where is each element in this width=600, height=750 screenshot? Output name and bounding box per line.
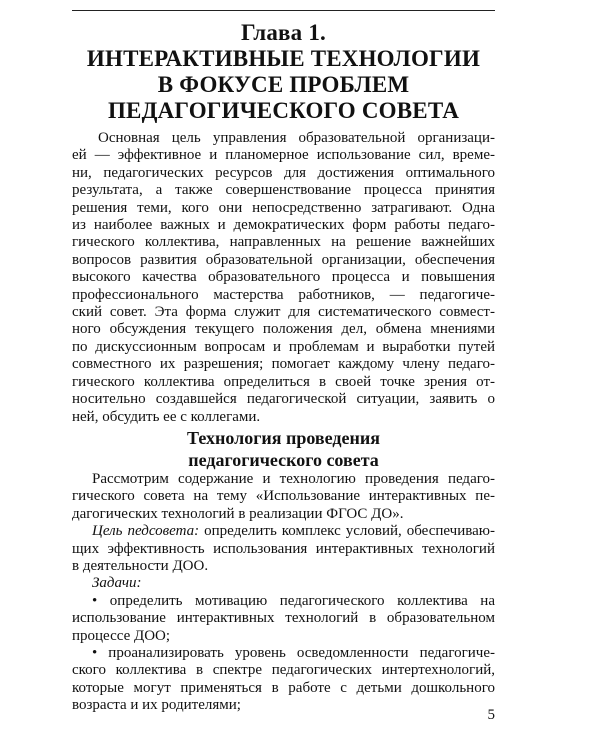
chapter-title-line-1: ИНТЕРАКТИВНЫЕ ТЕХНОЛОГИИ [86,46,481,71]
text-line: совместного их разрешения; помогает каждому члену педаго- [72,356,495,373]
chapter-title-line-2: В ФОКУСЕ ПРОБЛЕМ [157,72,410,97]
text-line: высокого качества образовательного процесса и повышения [72,269,495,286]
intro-paragraph [72,130,495,426]
task-line: ского коллектива в спектре педагогических интертехнологий, [72,662,495,679]
goal-line [72,523,495,540]
text-line: гического коллектива определиться в своей точке зрения от- [72,373,495,390]
text-line: Рассмотрим содержание и технологию проведения педаго- [92,471,495,487]
section-title-line-2: педагогического совета [188,450,379,470]
task-line: процессе ДОО; [72,627,171,644]
task-line: которые могут применяться в работе с детьми дошкольного [72,679,495,696]
text-line: решения теми, кого они непосредственно затрагивают. Одна [72,199,495,216]
section-heading [72,427,495,471]
text-line: ного обсуждения текущего положения дел, обмена мнениями [72,321,495,338]
text-line: результата, а также совершенствование процесса принятия [72,182,495,199]
task-line: использование интерактивных технологий в образовательном [72,610,495,627]
text-line: вопросов развития образовательной организации, обеспечения [72,251,495,268]
task-line: • определить мотивацию педагогического коллектива на [92,592,495,609]
chapter-heading [72,20,495,124]
section-title-line-1: Технология проведения [187,428,380,448]
page-number: 5 [487,707,495,723]
text-line: в деятельности ДОО. [72,558,209,575]
section-body [72,471,495,715]
text-line: носительно создавшейся педагогической ситуации, заявить о [72,391,495,408]
goal-label: Цель педсовета: [92,523,200,540]
text-line: гического коллектива, направленных на решение важнейших [72,234,495,251]
chapter-label: Глава 1. [241,20,326,45]
text-line: из наиболее важных и демократических форм работы педаго- [72,217,495,234]
text-line: дагогических технологий в реализации ФГОС ДО». [72,505,404,522]
goal-text: определить комплекс условий, обеспечиваю- [199,523,495,540]
top-rule [72,10,495,11]
text-line: профессионального мастерства работников, — педагогиче- [72,286,495,303]
text-line: ни, педагогических ресурсов для достижения оптимального [72,164,495,181]
chapter-title-line-3: ПЕДАГОГИЧЕСКОГО СОВЕТА [107,98,460,123]
text-line: щих эффективность использования интерактивных технологий [72,540,495,557]
text-line: гического совета на тему «Использование интерактивных пе- [72,488,495,505]
task-line: • проанализировать уровень осведомленности педагогиче- [92,645,495,662]
tasks-label: Задачи: [92,575,142,592]
task-line: возраста и их родителями; [72,697,241,714]
text-line: ей — эффективное и планомерное использование сил, време- [72,147,495,164]
text-line: Основная цель управления образовательной организаци- [98,130,495,146]
text-line: ней, обсудить ее с коллегами. [72,408,261,425]
text-line: ский совет. Эта форма служит для систематического совмест- [72,304,495,321]
text-line: по дискуссионным вопросам и проблемам и выработки путей [72,338,495,355]
